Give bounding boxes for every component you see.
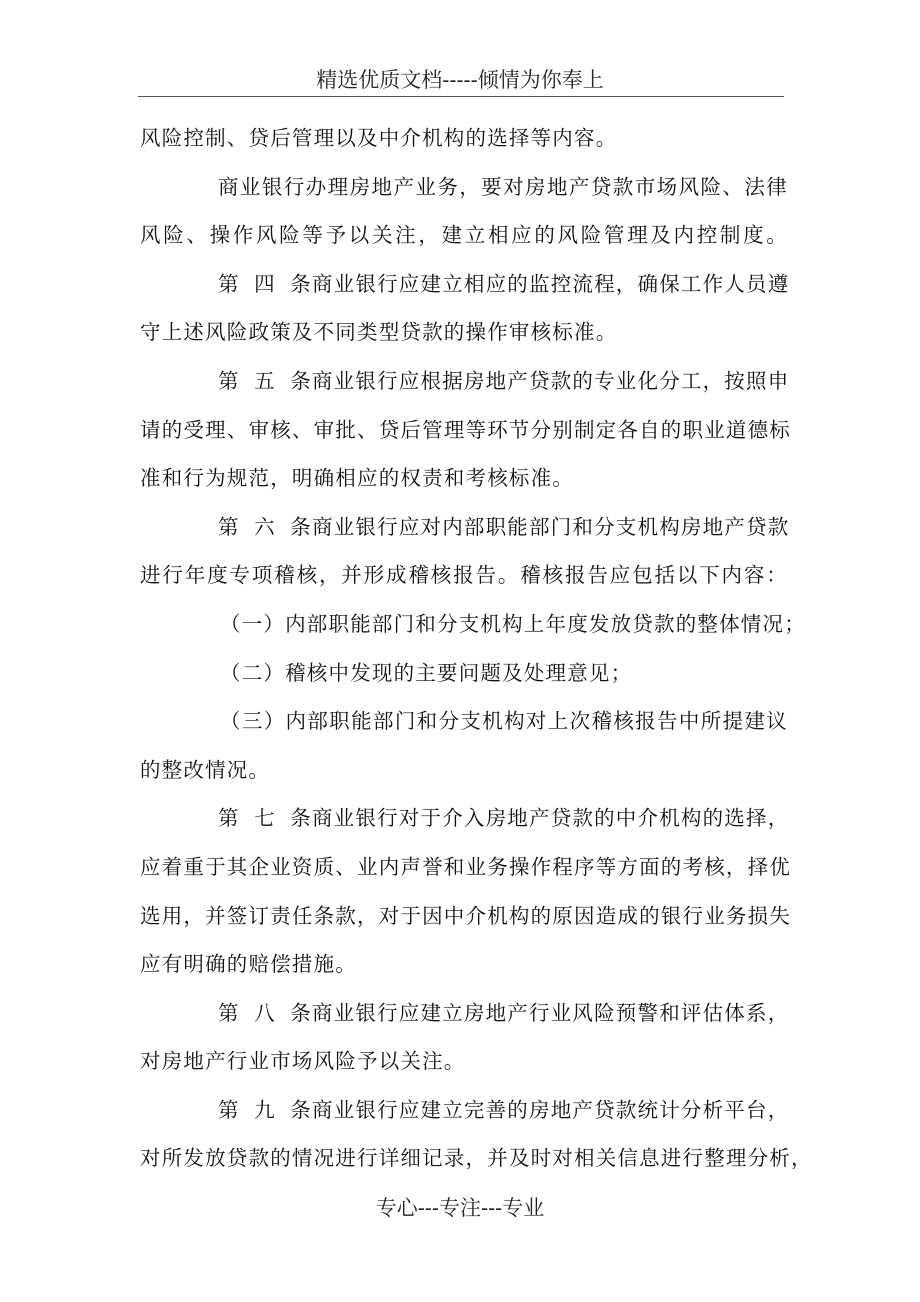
article-9-line: 第九条商业银行应建立完善的房地产贷款统计分析平台， <box>140 1086 788 1135</box>
article-label: 第五条 <box>218 368 312 393</box>
page-header: 精选优质文档-----倾情为你奉上 <box>316 68 604 92</box>
list-item: （一）内部职能部门和分支机构上年度发放贷款的整体情况； <box>220 611 806 636</box>
text-line: 风险、操作风险等予以关注，建立相应的风险管理及内控制度。 <box>140 223 788 248</box>
page-footer: 专心---专注---专业 <box>375 1196 545 1220</box>
text-line: 请的受理、审核、审批、贷后管理等环节分别制定各自的职业道德标 <box>140 417 791 442</box>
text-line: 对房地产行业市场风险予以关注。 <box>140 1049 466 1074</box>
text-line: 进行年度专项稽核，并形成稽核报告。稽核报告应包括以下内容： <box>140 563 788 588</box>
article-8-line: 第八条商业银行应建立房地产行业风险预警和评估体系， <box>140 989 788 1038</box>
article-4-line: 第四条商业银行应建立相应的监控流程，确保工作人员遵 <box>140 260 788 309</box>
article-5-line: 第五条商业银行应根据房地产贷款的专业化分工，按照申 <box>140 357 788 406</box>
article-6-line: 第六条商业银行应对内部职能部门和分支机构房地产贷款 <box>140 503 788 552</box>
article-label: 第四条 <box>218 271 312 296</box>
text-line: 应着重于其企业资质、业内声誉和业务操作程序等方面的考核，择优 <box>140 854 791 879</box>
list-item: （三）内部职能部门和分支机构对上次稽核报告中所提建议 <box>220 709 788 734</box>
text-line: 守上述风险政策及不同类型贷款的操作审核标准。 <box>140 320 618 345</box>
header-divider <box>138 96 784 97</box>
article-label: 第七条 <box>218 806 312 831</box>
text-line: 的整改情况。 <box>140 757 271 782</box>
article-7-line: 第七条商业银行对于介入房地产贷款的中介机构的选择， <box>140 794 788 843</box>
text-line: 风险控制、贷后管理以及中介机构的选择等内容。 <box>140 126 618 150</box>
list-item: （二）稽核中发现的主要问题及处理意见； <box>220 660 633 685</box>
article-label: 第六条 <box>218 514 312 539</box>
text-line: 对所发放贷款的情况进行详细记录，并及时对相关信息进行整理分析， <box>140 1146 813 1171</box>
text-line: 选用，并签订责任条款，对于因中介机构的原因造成的银行业务损失 <box>140 903 791 928</box>
text-line: 商业银行办理房地产业务，要对房地产贷款市场风险、法律 <box>218 174 788 199</box>
text-line: 准和行为规范，明确相应的权责和考核标准。 <box>140 466 574 491</box>
document-body <box>140 114 813 1183</box>
article-label: 第九条 <box>218 1097 312 1122</box>
text-line: 应有明确的赔偿措施。 <box>140 952 357 977</box>
article-label: 第八条 <box>218 1000 312 1025</box>
